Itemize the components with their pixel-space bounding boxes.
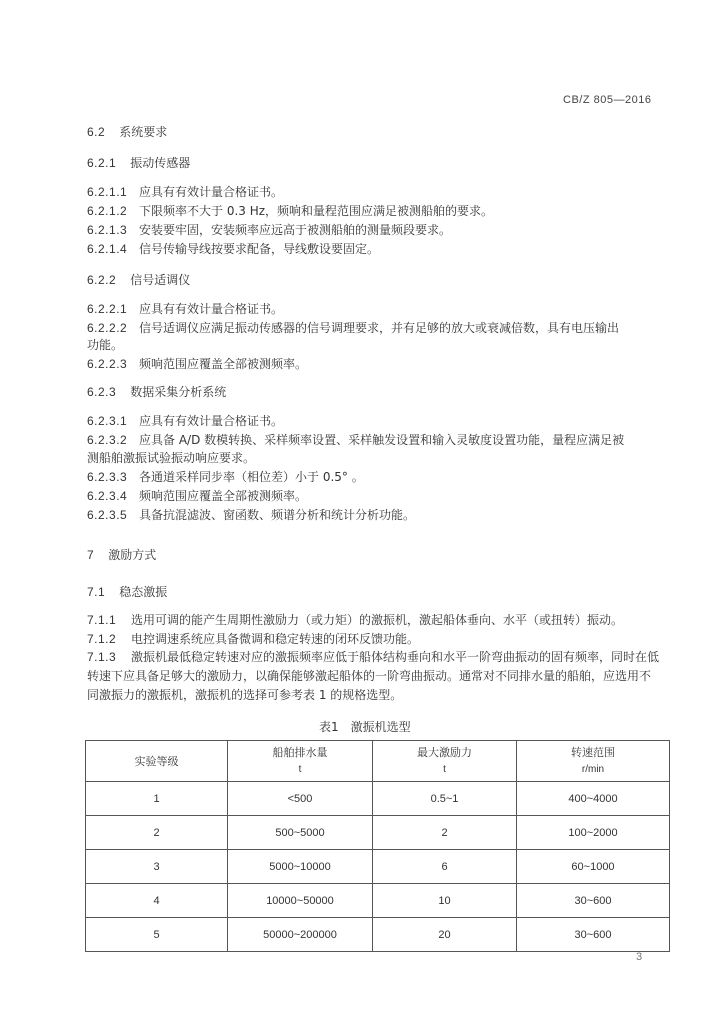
clause-text: 信号适调仪应满足振动传感器的信号调理要求，并有足够的放大或衰减倍数，具有电压输出 xyxy=(139,321,620,335)
table-row xyxy=(86,918,670,952)
section-number: 6.2.1 xyxy=(87,156,117,170)
header-unit: t xyxy=(298,764,302,775)
table-cell: 5000~10000 xyxy=(228,850,373,884)
clause-number: 6.2.2.2 xyxy=(87,321,128,335)
clause-7-1-1 xyxy=(87,612,623,628)
table-cell: 20 xyxy=(373,918,517,952)
table-cell: 10000~50000 xyxy=(228,884,373,918)
table-cell: 2 xyxy=(86,816,228,850)
chapter-heading-7 xyxy=(87,547,156,563)
table-cell: 10 xyxy=(373,884,517,918)
clause-number: 7.1.3 xyxy=(87,650,117,664)
section-title: 激励方式 xyxy=(108,548,157,562)
clause-6-2-2-2 xyxy=(87,320,619,336)
table-row xyxy=(86,816,670,850)
header-displacement xyxy=(228,741,373,782)
section-title: 系统要求 xyxy=(119,125,168,139)
clause-text: 电控调速系统应具备微调和稳定转速的闭环反馈功能。 xyxy=(131,632,420,646)
clause-7-1-2 xyxy=(87,631,419,647)
section-title: 振动传感器 xyxy=(130,156,191,170)
clause-6-2-3-1 xyxy=(87,413,283,429)
clause-text: 信号传输导线按要求配备，导线敷设要固定。 xyxy=(139,242,380,256)
header-test-level xyxy=(86,741,228,782)
table-caption: 表1 激振机选型 xyxy=(319,720,411,734)
header-label: 船舶排水量 xyxy=(272,746,328,759)
header-unit: t xyxy=(443,764,446,775)
clause-text: 应具有有效计量合格证书。 xyxy=(139,185,284,199)
clause-number: 6.2.2.1 xyxy=(87,302,128,316)
clause-text: 激振机最低稳定转速对应的激振频率应低于船体结构垂向和水平一阶弯曲振动的固有频率，同时在低转速下应具备足够大的激励力，以确保能够激起船体的一阶弯曲振动。通常对不同排水量的船舶，应选用不同激振力的激振机，激振机的选择可参考表 1 的规格选型。 xyxy=(87,650,660,702)
clause-number: 6.2.3.4 xyxy=(87,489,128,503)
section-number: 7 xyxy=(87,548,95,562)
section-number: 6.2.2 xyxy=(87,273,117,287)
clause-6-2-2-1 xyxy=(87,301,283,317)
table-row xyxy=(86,782,670,816)
clause-number: 6.2.3.3 xyxy=(87,470,128,484)
clause-text: 频响范围应覆盖全部被测频率。 xyxy=(139,357,308,371)
clause-text: 下限频率不大于 0.3 Hz，频响和量程范围应满足被测船舶的要求。 xyxy=(139,204,494,218)
header-speed-range xyxy=(517,741,670,782)
table-cell: 500~5000 xyxy=(228,816,373,850)
clause-number: 7.1.1 xyxy=(87,613,117,627)
table-cell: 3 xyxy=(86,850,228,884)
table-cell: 30~600 xyxy=(517,884,670,918)
clause-6-2-3-2-continued: 测船舶激振试验振动响应要求。 xyxy=(87,451,256,465)
clause-number: 6.2.1.3 xyxy=(87,223,128,237)
section-heading-7-1 xyxy=(87,584,167,600)
clause-text: 各通道采样同步率（相位差）小于 0.5° 。 xyxy=(139,470,364,484)
clause-text: 应具有有效计量合格证书。 xyxy=(139,414,284,428)
table-cell: 1 xyxy=(86,782,228,816)
clause-number: 6.2.1.1 xyxy=(87,185,128,199)
header-label: 转速范围 xyxy=(571,746,615,759)
table-cell: 4 xyxy=(86,884,228,918)
table-cell: 400~4000 xyxy=(517,782,670,816)
table-cell: <500 xyxy=(228,782,373,816)
table-cell: 100~2000 xyxy=(517,816,670,850)
section-number: 7.1 xyxy=(87,585,106,599)
clause-text: 应具有有效计量合格证书。 xyxy=(139,302,284,316)
section-heading-6-2-2 xyxy=(87,272,190,288)
clause-number: 6.2.1.2 xyxy=(87,204,128,218)
page-number: 3 xyxy=(636,951,643,963)
clause-6-2-2-3 xyxy=(87,356,307,372)
table-row xyxy=(86,884,670,918)
section-heading-6-2-3 xyxy=(87,384,226,400)
clause-7-1-3 xyxy=(87,648,662,705)
clause-6-2-1-3 xyxy=(87,222,451,238)
table-row xyxy=(86,850,670,884)
table-cell: 60~1000 xyxy=(517,850,670,884)
clause-text: 安装要牢固，安装频率应远高于被测船舶的测量频段要求。 xyxy=(139,223,452,237)
clause-6-2-1-1 xyxy=(87,184,283,200)
header-label: 最大激励力 xyxy=(417,746,472,759)
table-cell: 0.5~1 xyxy=(373,782,517,816)
table-cell: 30~600 xyxy=(517,918,670,952)
section-heading-6-2 xyxy=(87,124,167,140)
clause-number: 6.2.1.4 xyxy=(87,242,128,256)
clause-6-2-2-2-continued: 功能。 xyxy=(87,338,124,352)
clause-6-2-3-4 xyxy=(87,488,307,504)
section-number: 6.2 xyxy=(87,125,106,139)
clause-6-2-1-2 xyxy=(87,203,493,219)
clause-6-2-3-2 xyxy=(87,432,624,448)
clause-text: 频响范围应覆盖全部被测频率。 xyxy=(139,489,308,503)
header-unit: r/min xyxy=(581,764,605,775)
clause-text: 选用可调的能产生周期性激励力（或力矩）的激振机，激起船体垂向、水平（或扭转）振动。 xyxy=(131,613,624,627)
section-number: 6.2.3 xyxy=(87,385,117,399)
table-cell: 5 xyxy=(86,918,228,952)
clause-6-2-1-4 xyxy=(87,241,379,257)
table-header-row xyxy=(86,741,670,782)
clause-number: 6.2.3.1 xyxy=(87,414,128,428)
clause-text: 应具备 A/D 数模转换、采样频率设置、采样触发设置和输入灵敏度设置功能，量程应满足被 xyxy=(139,433,625,447)
clause-number: 6.2.3.2 xyxy=(87,433,128,447)
clause-text: 具备抗混滤波、窗函数、频谱分析和统计分析功能。 xyxy=(139,508,416,522)
section-title: 数据采集分析系统 xyxy=(130,385,227,399)
table-cell: 50000~200000 xyxy=(228,918,373,952)
clause-number: 7.1.2 xyxy=(87,632,117,646)
clause-6-2-3-3 xyxy=(87,469,364,485)
header-label: 实验等级 xyxy=(134,754,179,768)
section-title: 信号适调仪 xyxy=(130,273,191,287)
table-cell: 6 xyxy=(373,850,517,884)
clause-number: 6.2.2.3 xyxy=(87,357,128,371)
section-title: 稳态激振 xyxy=(119,585,168,599)
clause-number: 6.2.3.5 xyxy=(87,508,128,522)
document-code: CB/Z 805—2016 xyxy=(563,94,652,106)
section-heading-6-2-1 xyxy=(87,155,190,171)
exciter-selection-table xyxy=(85,740,670,952)
table-cell: 2 xyxy=(373,816,517,850)
clause-6-2-3-5 xyxy=(87,507,415,523)
header-max-excitation xyxy=(373,741,517,782)
